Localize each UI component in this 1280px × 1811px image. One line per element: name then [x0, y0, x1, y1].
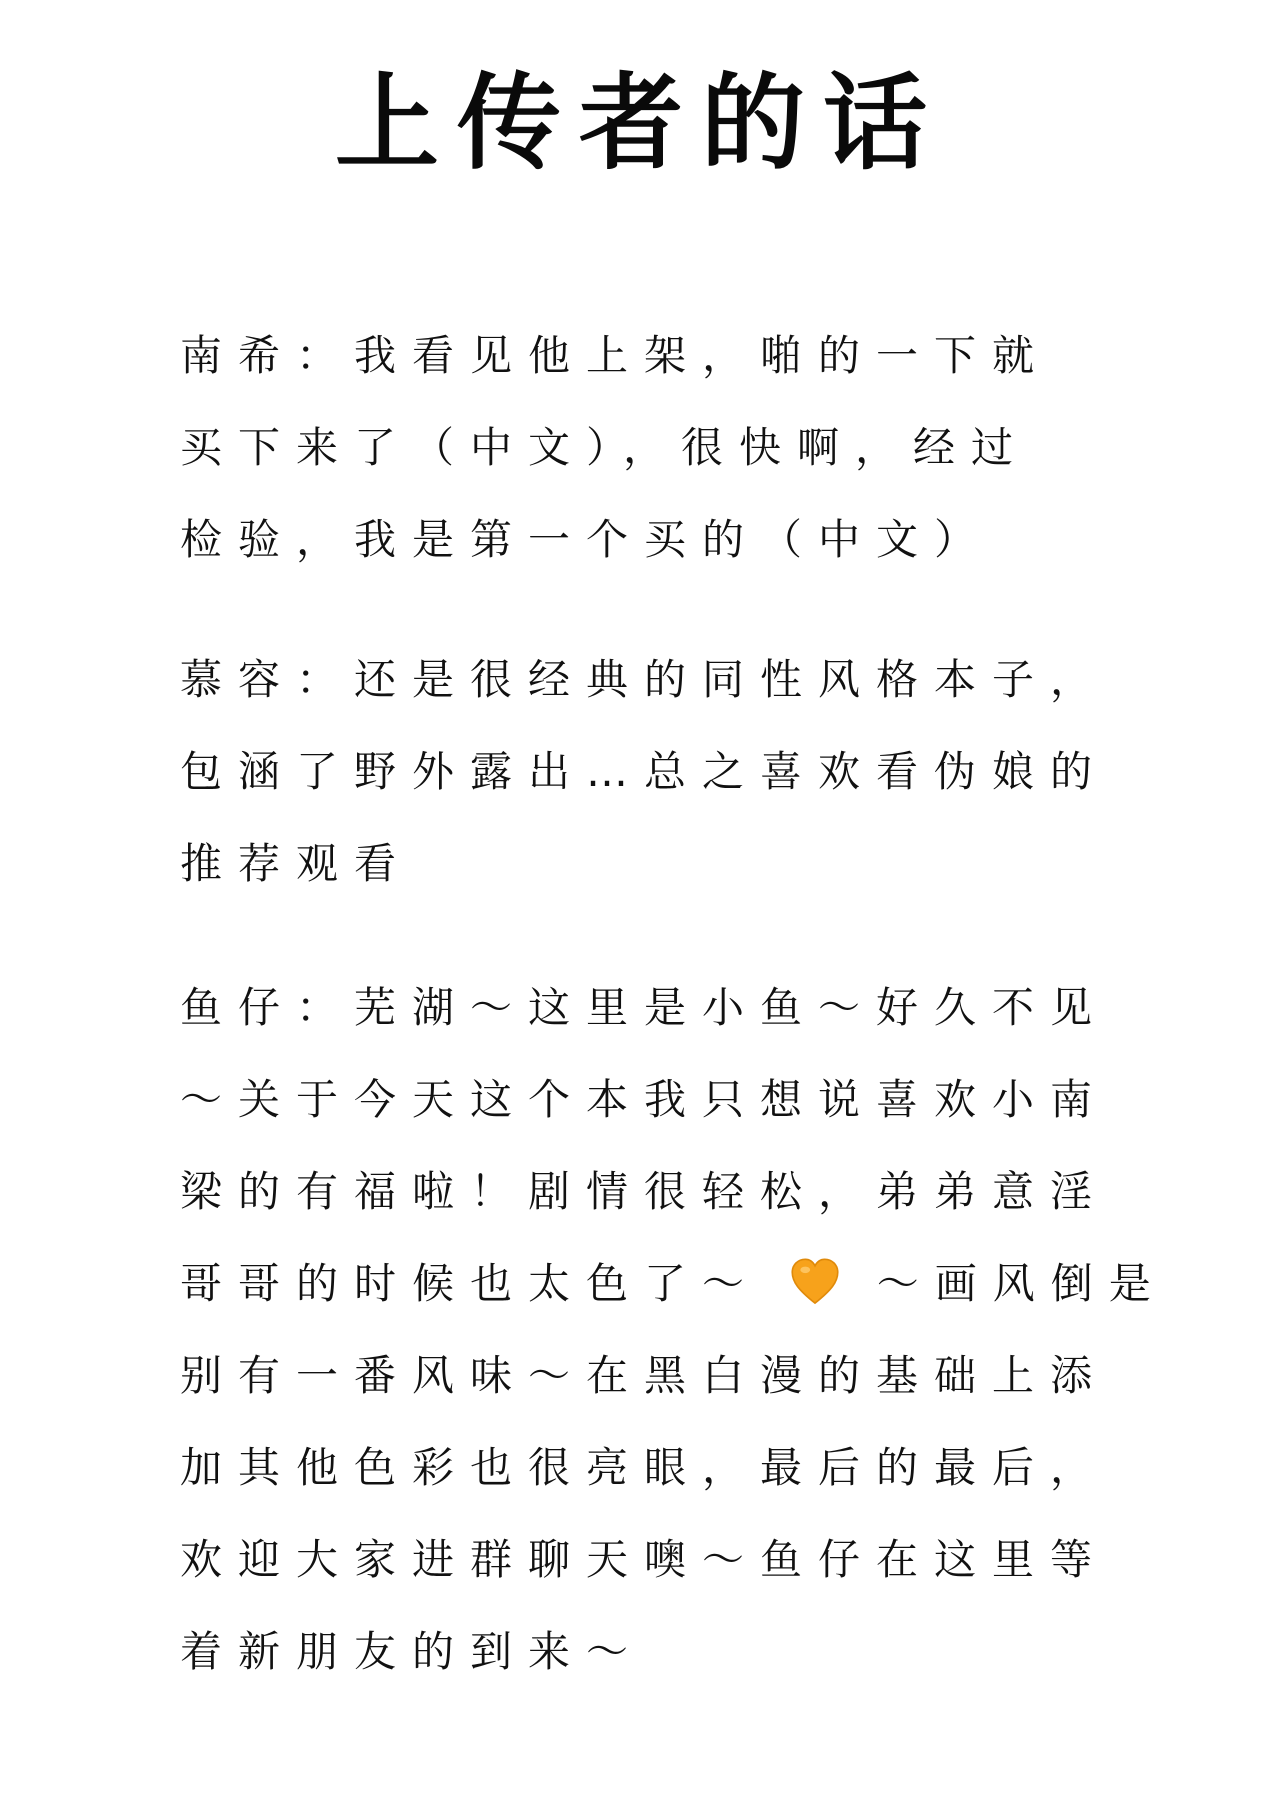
note-line: 鱼仔：芜湖～这里是小鱼～好久不见	[180, 983, 1109, 1032]
paragraph-spacer	[180, 586, 1120, 634]
note-text: 哥哥的时候也太色了～	[180, 1259, 761, 1308]
note-line: 梁的有福啦！剧情很轻松，弟弟意淫	[180, 1167, 1109, 1216]
note-line: 别有一番风味～在黑白漫的基础上添	[180, 1351, 1109, 1400]
note-line: 检验，我是第一个买的（中文）	[180, 515, 993, 564]
orange-heart-icon	[789, 1256, 841, 1308]
uploader-notes	[180, 310, 1167, 1698]
note-entry-nanxi	[180, 310, 1120, 586]
note-text: ～画风倒是	[876, 1259, 1167, 1308]
note-line: 南希：我看见他上架，啪的一下就	[180, 331, 1051, 380]
note-line: 加其他色彩也很亮眼，最后的最后，	[180, 1443, 1109, 1492]
note-line: 买下来了（中文），很快啊，经过	[180, 423, 1030, 472]
note-entry-yuzai	[180, 962, 1167, 1698]
note-line: 推荐观看	[180, 839, 413, 888]
paragraph-spacer	[180, 910, 1120, 962]
note-line: 着新朋友的到来～	[180, 1627, 645, 1676]
note-entry-murong	[180, 634, 1120, 910]
note-line: ～关于今天这个本我只想说喜欢小南	[180, 1075, 1109, 1124]
note-line-with-heart	[180, 1238, 1167, 1330]
note-line: 慕容：还是很经典的同性风格本子，	[180, 655, 1109, 704]
page-title: 上传者的话	[334, 61, 945, 184]
note-line: 欢迎大家进群聊天噢～鱼仔在这里等	[180, 1535, 1109, 1584]
note-line: 包涵了野外露出…总之喜欢看伪娘的	[180, 747, 1109, 796]
